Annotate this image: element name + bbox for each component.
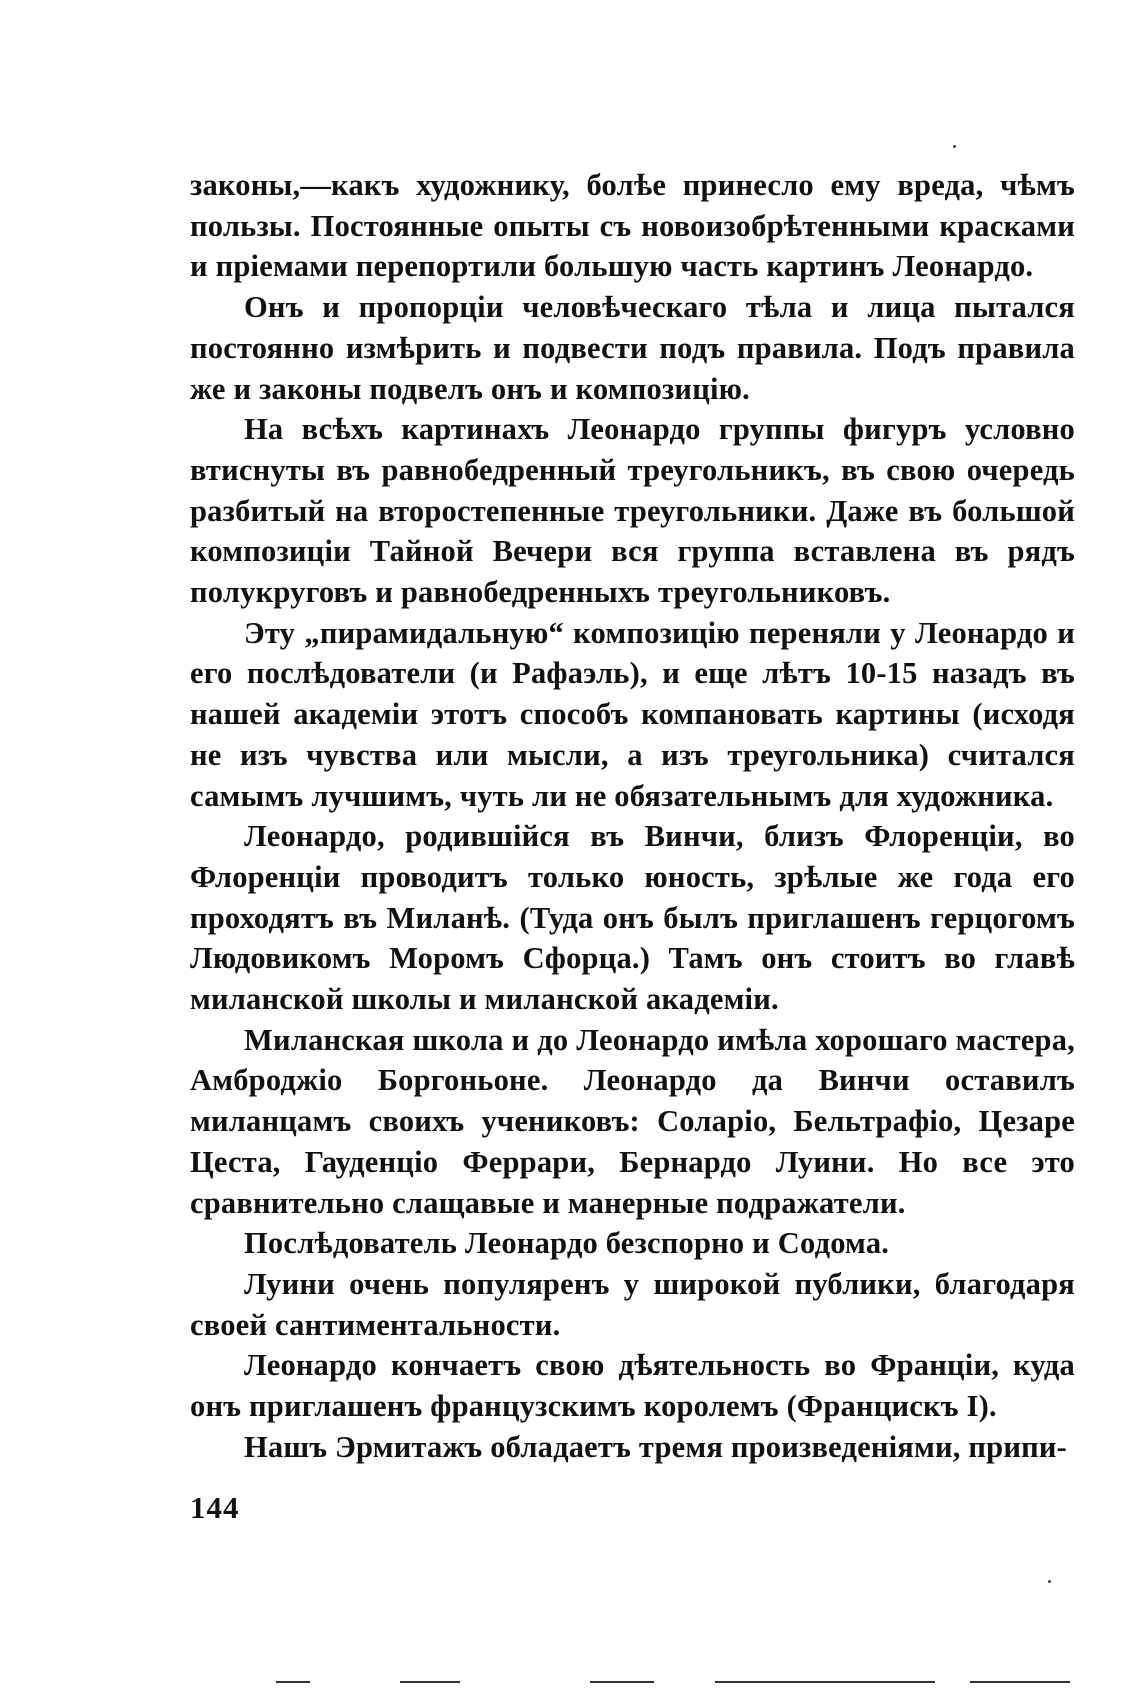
paragraph: Нашъ Эрмитажъ обладаетъ тремя произведеніями, припи- (244, 1429, 1067, 1464)
paragraph: Эту „пирамидальную“ композицію переняли у Леонардо и его послѣдователи (и Рафаэль), и еще лѣтъ 10-15 назадъ въ нашей академіи этотъ способъ компановать картины (исходя не изъ чувства или мысли, а изъ треугольника) считался самымъ лучшимъ, чуть ли не обязательнымъ для художника. (190, 615, 1075, 813)
paragraph: Леонардо, родившійся въ Винчи, близъ Флоренціи, во Флоренціи проводитъ только юность, зрѣлые же года его проходятъ въ Миланѣ. (Туда онъ былъ приглашенъ герцогомъ Людовикомъ Моромъ Сфорца.) Тамъ онъ стоитъ во главѣ миланской школы и миланской академіи. (190, 819, 1075, 1017)
paragraph: Миланская школа и до Леонардо имѣла хорошаго мастера, Амброджіо Боргоньоне. Леонардо да Винчи оставилъ миланцамъ своихъ учениковъ: Соларіо, Бельтрафіо, Цезаре Цеста, Гауденціо Феррари, Бернардо Луини. Но все это сравнительно слащавые и манерные подражатели. (190, 1022, 1075, 1220)
paragraph: Онъ и пропорціи человѣческаго тѣла и лица пытался постоянно измѣрить и подвести подъ правила. Подъ правила же и законы подвелъ онъ и композицію. (190, 290, 1075, 406)
scan-edge-line (970, 1681, 1070, 1683)
paragraph: Послѣдователь Леонардо безспорно и Содома. (244, 1226, 890, 1261)
scan-edge-line (276, 1681, 310, 1683)
scan-edge-line (590, 1681, 654, 1683)
scan-speck (953, 145, 956, 148)
scan-speck (1048, 1580, 1051, 1583)
paragraph: Леонардо кончаетъ свою дѣятельность во Франціи, куда онъ приглашенъ французскимъ королемъ (Францискъ I). (190, 1348, 1075, 1424)
page-number: 144 (190, 1490, 240, 1525)
scan-edge-line (400, 1681, 460, 1683)
page-text (190, 165, 1075, 1468)
paragraph: Луини очень популяренъ у широкой публики, благодаря своей сантиментальности. (190, 1266, 1075, 1342)
paragraph: На всѣхъ картинахъ Леонардо группы фигуръ условно втиснуты въ равнобедренный треугольникъ, въ свою очередь разбитый на второстепенные треугольники. Даже въ большой композиціи Тайной Вечери вся группа вставлена въ рядъ полукруговъ и равнобедренныхъ треугольниковъ. (190, 412, 1075, 610)
scan-edge-line (715, 1681, 935, 1683)
paragraph: законы,—какъ художнику, болѣе принесло ему вреда, чѣмъ пользы. Постоянные опыты съ новоизобрѣтенными красками и пріемами перепортили большую часть картинъ Леонардо. (190, 168, 1075, 284)
